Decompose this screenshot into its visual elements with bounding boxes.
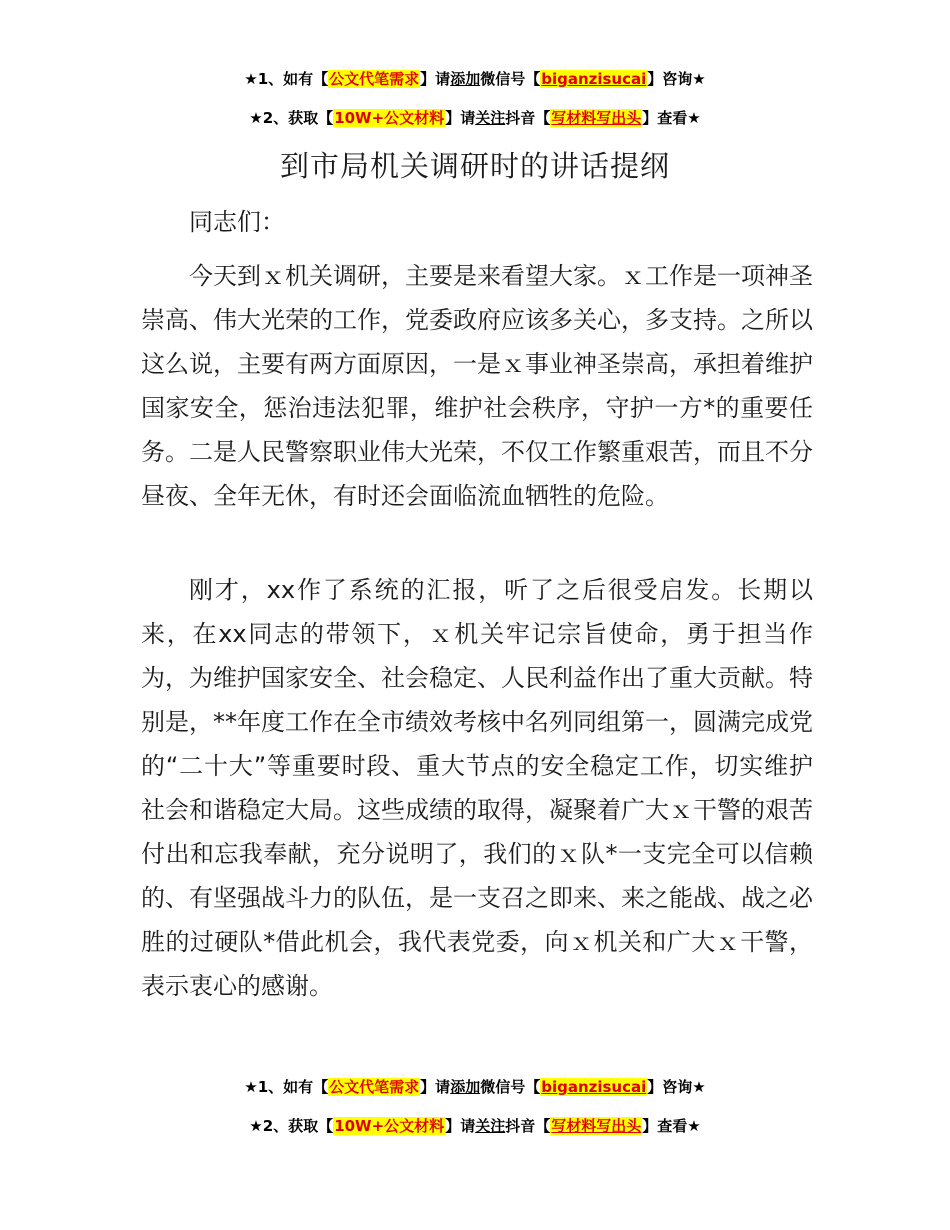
highlight-materials: 10W+公文材料 xyxy=(334,1117,445,1135)
banner-text: 抖音【 xyxy=(505,1117,551,1135)
banner-text: 微信号【 xyxy=(480,1078,541,1096)
highlight-materials: 10W+公文材料 xyxy=(334,109,445,127)
bottom-banner-line-2 xyxy=(0,1115,950,1136)
banner-prefix: ★1、如有【 xyxy=(244,70,329,88)
highlight-wechat-id[interactable]: biganzisucai xyxy=(541,70,647,88)
banner-prefix: ★2、获取【 xyxy=(249,109,334,127)
banner-underlined-follow: 关注 xyxy=(475,1117,506,1135)
banner-suffix: 】咨询★ xyxy=(647,1078,706,1096)
highlight-ghostwriting: 公文代笔需求 xyxy=(329,1078,420,1096)
highlight-ghostwriting: 公文代笔需求 xyxy=(329,70,420,88)
banner-text: 】请 xyxy=(445,1117,476,1135)
bottom-banner-line-1 xyxy=(0,1076,950,1097)
document-title: 到市局机关调研时的讲话提纲 xyxy=(279,149,670,183)
highlight-douyin-account[interactable]: 写材料写出头 xyxy=(551,109,642,127)
banner-suffix: 】查看★ xyxy=(642,1117,701,1135)
banner-underlined-add: 添加 xyxy=(450,1078,481,1096)
top-banner-line-2 xyxy=(0,107,950,128)
highlight-douyin-account[interactable]: 写材料写出头 xyxy=(551,1117,642,1135)
top-banner-line-1 xyxy=(0,68,950,89)
banner-prefix: ★1、如有【 xyxy=(244,1078,329,1096)
highlight-wechat-id[interactable]: biganzisucai xyxy=(541,1078,647,1096)
paragraph-1: 今天到ｘ机关调研，主要是来看望大家。ｘ工作是一项神圣崇高、伟大光荣的工作，党委政府应该多关心，多支持。之所以这么说，主要有两方面原因，一是ｘ事业神圣崇高，承担着维护国家安全，惩治违法犯罪，维护社会秩序，守护一方*的重要任务。二是人民警察职业伟大光荣，不仅工作繁重艰苦，而且不分昼夜、全年无休，有时还会面临流血牺牲的危险。 xyxy=(141,262,813,510)
banner-text: 微信号【 xyxy=(480,70,541,88)
banner-underlined-add: 添加 xyxy=(450,70,481,88)
banner-underlined-follow: 关注 xyxy=(475,109,506,127)
banner-text: 抖音【 xyxy=(505,109,551,127)
banner-suffix: 】咨询★ xyxy=(647,70,706,88)
greeting: 同志们： xyxy=(189,208,285,236)
banner-prefix: ★2、获取【 xyxy=(249,1117,334,1135)
paragraph-2: 刚才，xx作了系统的汇报，听了之后很受启发。长期以来，在xx同志的带领下，ｘ机关牢记宗旨使命，勇于担当作为，为维护国家安全、社会稳定、人民利益作出了重大贡献。特别是，**年度工作在全市绩效考核中名列同组第一，圆满完成党的“二十大”等重要时段、重大节点的安全稳定工作，切实维护社会和谐稳定大局。这些成绩的取得，凝聚着广大ｘ干警的艰苦付出和忘我奉献，充分说明了，我们的ｘ队*一支完全可以信赖的、有坚强战斗力的队伍，是一支召之即来、来之能战、战之必胜的过硬队*借此机会，我代表党委，向ｘ机关和广大ｘ干警，表示衷心的感谢。 xyxy=(141,576,813,1000)
banner-text: 】请 xyxy=(445,109,476,127)
banner-suffix: 】查看★ xyxy=(642,109,701,127)
banner-text: 】请 xyxy=(420,70,451,88)
banner-text: 】请 xyxy=(420,1078,451,1096)
